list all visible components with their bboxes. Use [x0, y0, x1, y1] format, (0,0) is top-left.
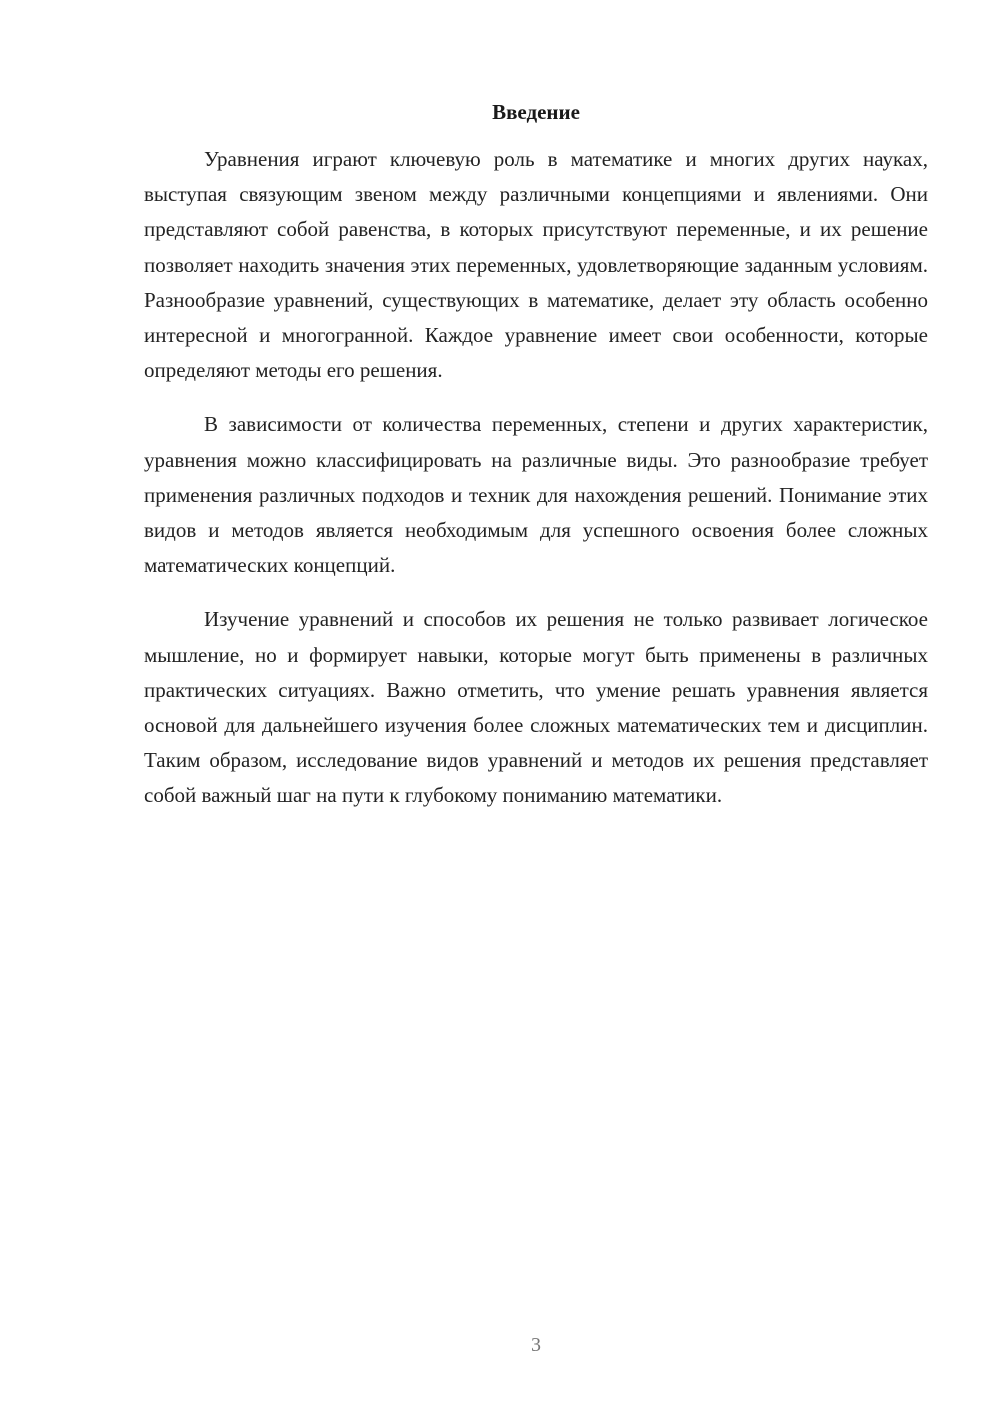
- section-title: Введение: [492, 100, 580, 124]
- paragraph-1: Уравнения играют ключевую роль в математике и многих других науках, выступая связующим звеном между различными концепциями и явлениями. Они представляют собой равенства, в которых присутствуют переменные, и их решение позволяет находить значения этих переменных, удовлетворяющие заданным условиям. Разнообразие уравнений, существующих в математике, делает эту область особенно интересной и многогранной. Каждое уравнение имеет свои особенности, которые определяют методы его решения.: [144, 147, 928, 383]
- paragraph-2: В зависимости от количества переменных, степени и других характеристик, уравнения можно классифицировать на различные виды. Это разнообразие требует применения различных подходов и техник для нахождения решений. Понимание этих видов и методов является необходимым для успешного освоения более сложных математических концепций.: [144, 412, 928, 578]
- page-number: 3: [531, 1334, 541, 1356]
- paragraph-3: Изучение уравнений и способов их решения не только развивает логическое мышление, но и формирует навыки, которые могут быть применены в различных практических ситуациях. Важно отметить, что умение решать уравнения является основой для дальнейшего изучения более сложных математических тем и дисциплин. Таким образом, исследование видов уравнений и методов их решения представляет собой важный шаг на пути к глубокому пониманию математики.: [144, 607, 928, 808]
- title-spacer: [144, 128, 928, 142]
- page-content: [144, 96, 928, 814]
